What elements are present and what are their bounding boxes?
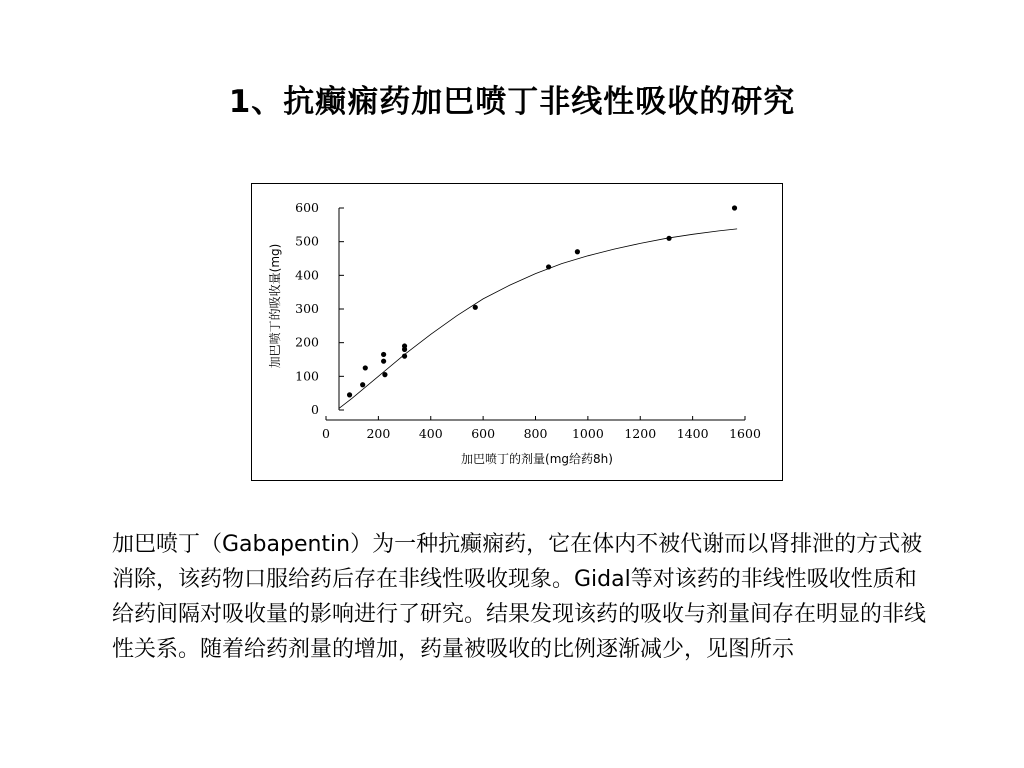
x-axis-label: 加巴喷丁的剂量(mg给药8h) xyxy=(461,452,613,466)
chart-frame xyxy=(251,183,783,481)
data-point xyxy=(363,365,368,370)
tick-labels-layer xyxy=(295,200,761,441)
x-tick-label: 600 xyxy=(471,426,496,441)
data-point xyxy=(381,352,386,357)
fit-curve-layer xyxy=(339,229,737,408)
data-point xyxy=(347,392,352,397)
data-point xyxy=(402,347,407,352)
x-tick-label: 1000 xyxy=(571,426,604,441)
x-tick-label: 1200 xyxy=(624,426,657,441)
data-point xyxy=(360,382,365,387)
y-tick-label: 300 xyxy=(295,301,319,316)
x-tick-label: 200 xyxy=(366,426,391,441)
data-point xyxy=(402,354,407,359)
slide-title: 1、抗癫痫药加巴喷丁非线性吸收的研究 xyxy=(228,84,796,120)
data-point xyxy=(382,372,387,377)
data-point xyxy=(546,264,551,269)
data-point xyxy=(473,305,478,310)
data-point xyxy=(575,249,580,254)
chart-axes xyxy=(326,208,745,420)
y-tick-label: 200 xyxy=(295,334,319,350)
x-tick-label: 400 xyxy=(418,426,443,441)
data-points-layer xyxy=(347,205,737,397)
data-point xyxy=(666,236,671,241)
body-paragraph: 加巴喷丁（Gabapentin）为一种抗癫痫药，它在体内不被代谢而以肾排泄的方式被消除，该药物口服给药后存在非线性吸收现象。Gidal等对该药的非线性吸收性质和给药间隔对吸收量的影响进行了研究。结果发现该药的吸收与剂量间存在明显的非线性关系。随着给药剂量的增加，药量被吸收的比例逐渐减少，见图所示 xyxy=(112,532,927,662)
y-axis-label: 加巴喷丁的吸收量(mg) xyxy=(268,243,282,369)
chart-svg xyxy=(252,184,782,480)
x-tick-label: 800 xyxy=(523,426,548,441)
y-tick-label: 0 xyxy=(311,402,319,417)
fit-curve xyxy=(339,229,737,408)
y-tick-label: 600 xyxy=(295,200,319,215)
x-tick-label: 0 xyxy=(322,426,330,441)
y-tick-label: 500 xyxy=(295,233,319,249)
y-tick-label: 100 xyxy=(295,368,319,384)
x-tick-label: 1600 xyxy=(729,426,761,441)
data-point xyxy=(732,205,737,210)
x-tick-label: 1400 xyxy=(676,426,709,441)
y-tick-label: 400 xyxy=(295,267,319,283)
data-point xyxy=(381,359,386,364)
